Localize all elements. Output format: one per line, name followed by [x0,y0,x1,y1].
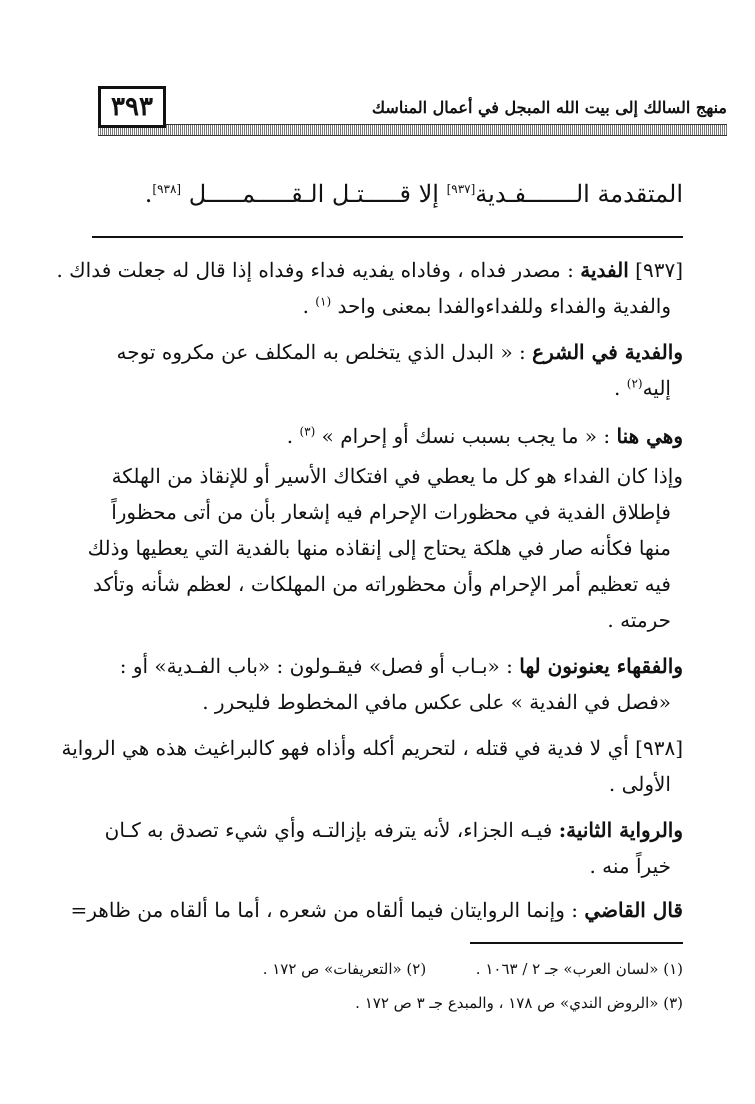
main-text-divider [92,236,683,238]
note-938-line1 [61,736,683,760]
term-shar: والفدية في الشرع [532,340,683,364]
dot: . [614,376,627,400]
fuqaha-line2: «فصل في الفدية » على عكس مافي المخطوط فليحرر . [202,690,671,714]
para1-line2: فإطلاق الفدية في محظورات الإحرام فيه إشعار بأن من أتى محظوراً [111,500,671,524]
riwaya-text: فيـه الجزاء، لأنه يترفه بإزالتـه وأي شيء تصدق به كـان [104,818,559,842]
term-qadi: قال القاضي [584,898,683,922]
para1-line5: حرمته . [607,608,671,632]
main-text-line [145,180,683,208]
term-fuqaha: والفقهاء يعنونون لها [519,654,683,678]
huna-line [90,424,683,448]
footnote-line1 [263,960,683,978]
fuqaha-text: : «بـاب أو فصل» فيقـولون : «باب الفـدية» أو : [119,654,520,678]
note-937-line1 [56,258,683,282]
footnote-3: (٣) «الروض الندي» ص ١٧٨ ، والمبدع جـ ٣ ص ١٧٢ . [355,994,683,1012]
footnote-ref-2: (٢) [626,376,643,391]
footnote-ref-1: (١) [315,294,332,309]
huna-text: : « ما يجب بسبب نسك أو إحرام » [321,424,617,448]
page-number: ٣٩٣ [98,86,166,128]
header-rule [98,124,727,136]
para1-line1: وإذا كان الفداء هو كل ما يعطي في افتكاك الأسير أو للإنقاذ من الهلكة [111,464,683,488]
qadi-text: : وإنما الروايتان فيما ألقاه من شعره ، أما ما ألقاه من ظاهر= [70,898,585,922]
note-ref-938: [٩٣٨] [152,182,182,196]
footnote-1: (١) «لسان العرب» جـ ٢ / ١٠٦٣ . [475,960,683,978]
dot: . [286,424,300,448]
shar-text: : « البدل الذي يتخلص به المكلف عن مكروه توجه [116,340,533,364]
note-937-line2 [90,294,671,318]
note-937-line2-text: والفدية والفداء وللفداءوالفدا بمعنى واحد [337,294,671,318]
note-938-line2: الأولى . [608,772,671,796]
note-ref-937: [٩٣٧] [446,182,476,196]
main-text-end: . [144,180,153,208]
term-riwaya: والرواية الثانية: [558,818,683,842]
footnote-ref-3: (٣) [299,424,316,439]
note-937-label: [٩٣٧] [635,258,683,282]
term-fidya: الفدية [580,258,629,282]
footnote-divider [470,942,683,944]
qadi-line [70,898,683,922]
dot: . [302,294,316,318]
footnote-2: (٢) «التعريفات» ص ١٧٢ . [262,960,427,978]
shar-line1 [90,340,683,364]
fuqaha-line1 [90,654,683,678]
note-938-text: أي لا فدية في قتله ، لتحريم أكله وأذاه فهو كالبراغيث هذه هي الرواية [61,736,636,760]
para1-line4: فيه تعظيم أمر الإحرام وأن محظوراته من المهلكات ، لعظم شأنه وتأكد [93,572,671,596]
riwaya-line1 [90,818,683,842]
note-937-text: : مصدر فداه ، وفاداه يفديه فداء وفداه إذا قال له جعلت فداك . [56,258,581,282]
main-text: المتقدمة الـــــــفـدية [475,180,683,208]
note-938-label: [٩٣٨] [635,736,683,760]
main-text-cont: إلا قـــــتـل الـقـــــمـــــل [181,180,447,208]
shar-line2 [90,376,671,400]
riwaya-line2: خيراً منه . [589,854,671,878]
running-header: منهج السالك إلى بيت الله المبجل في أعمال المناسك [371,98,727,117]
para1-line3: منها فكأنه صار في هلكة يحتاج إلى إنقاذه منها بالفدية التي يعطيها وذلك [87,536,671,560]
shar-line2-text: إليه [642,376,671,400]
term-huna: وهي هنا [616,424,683,448]
